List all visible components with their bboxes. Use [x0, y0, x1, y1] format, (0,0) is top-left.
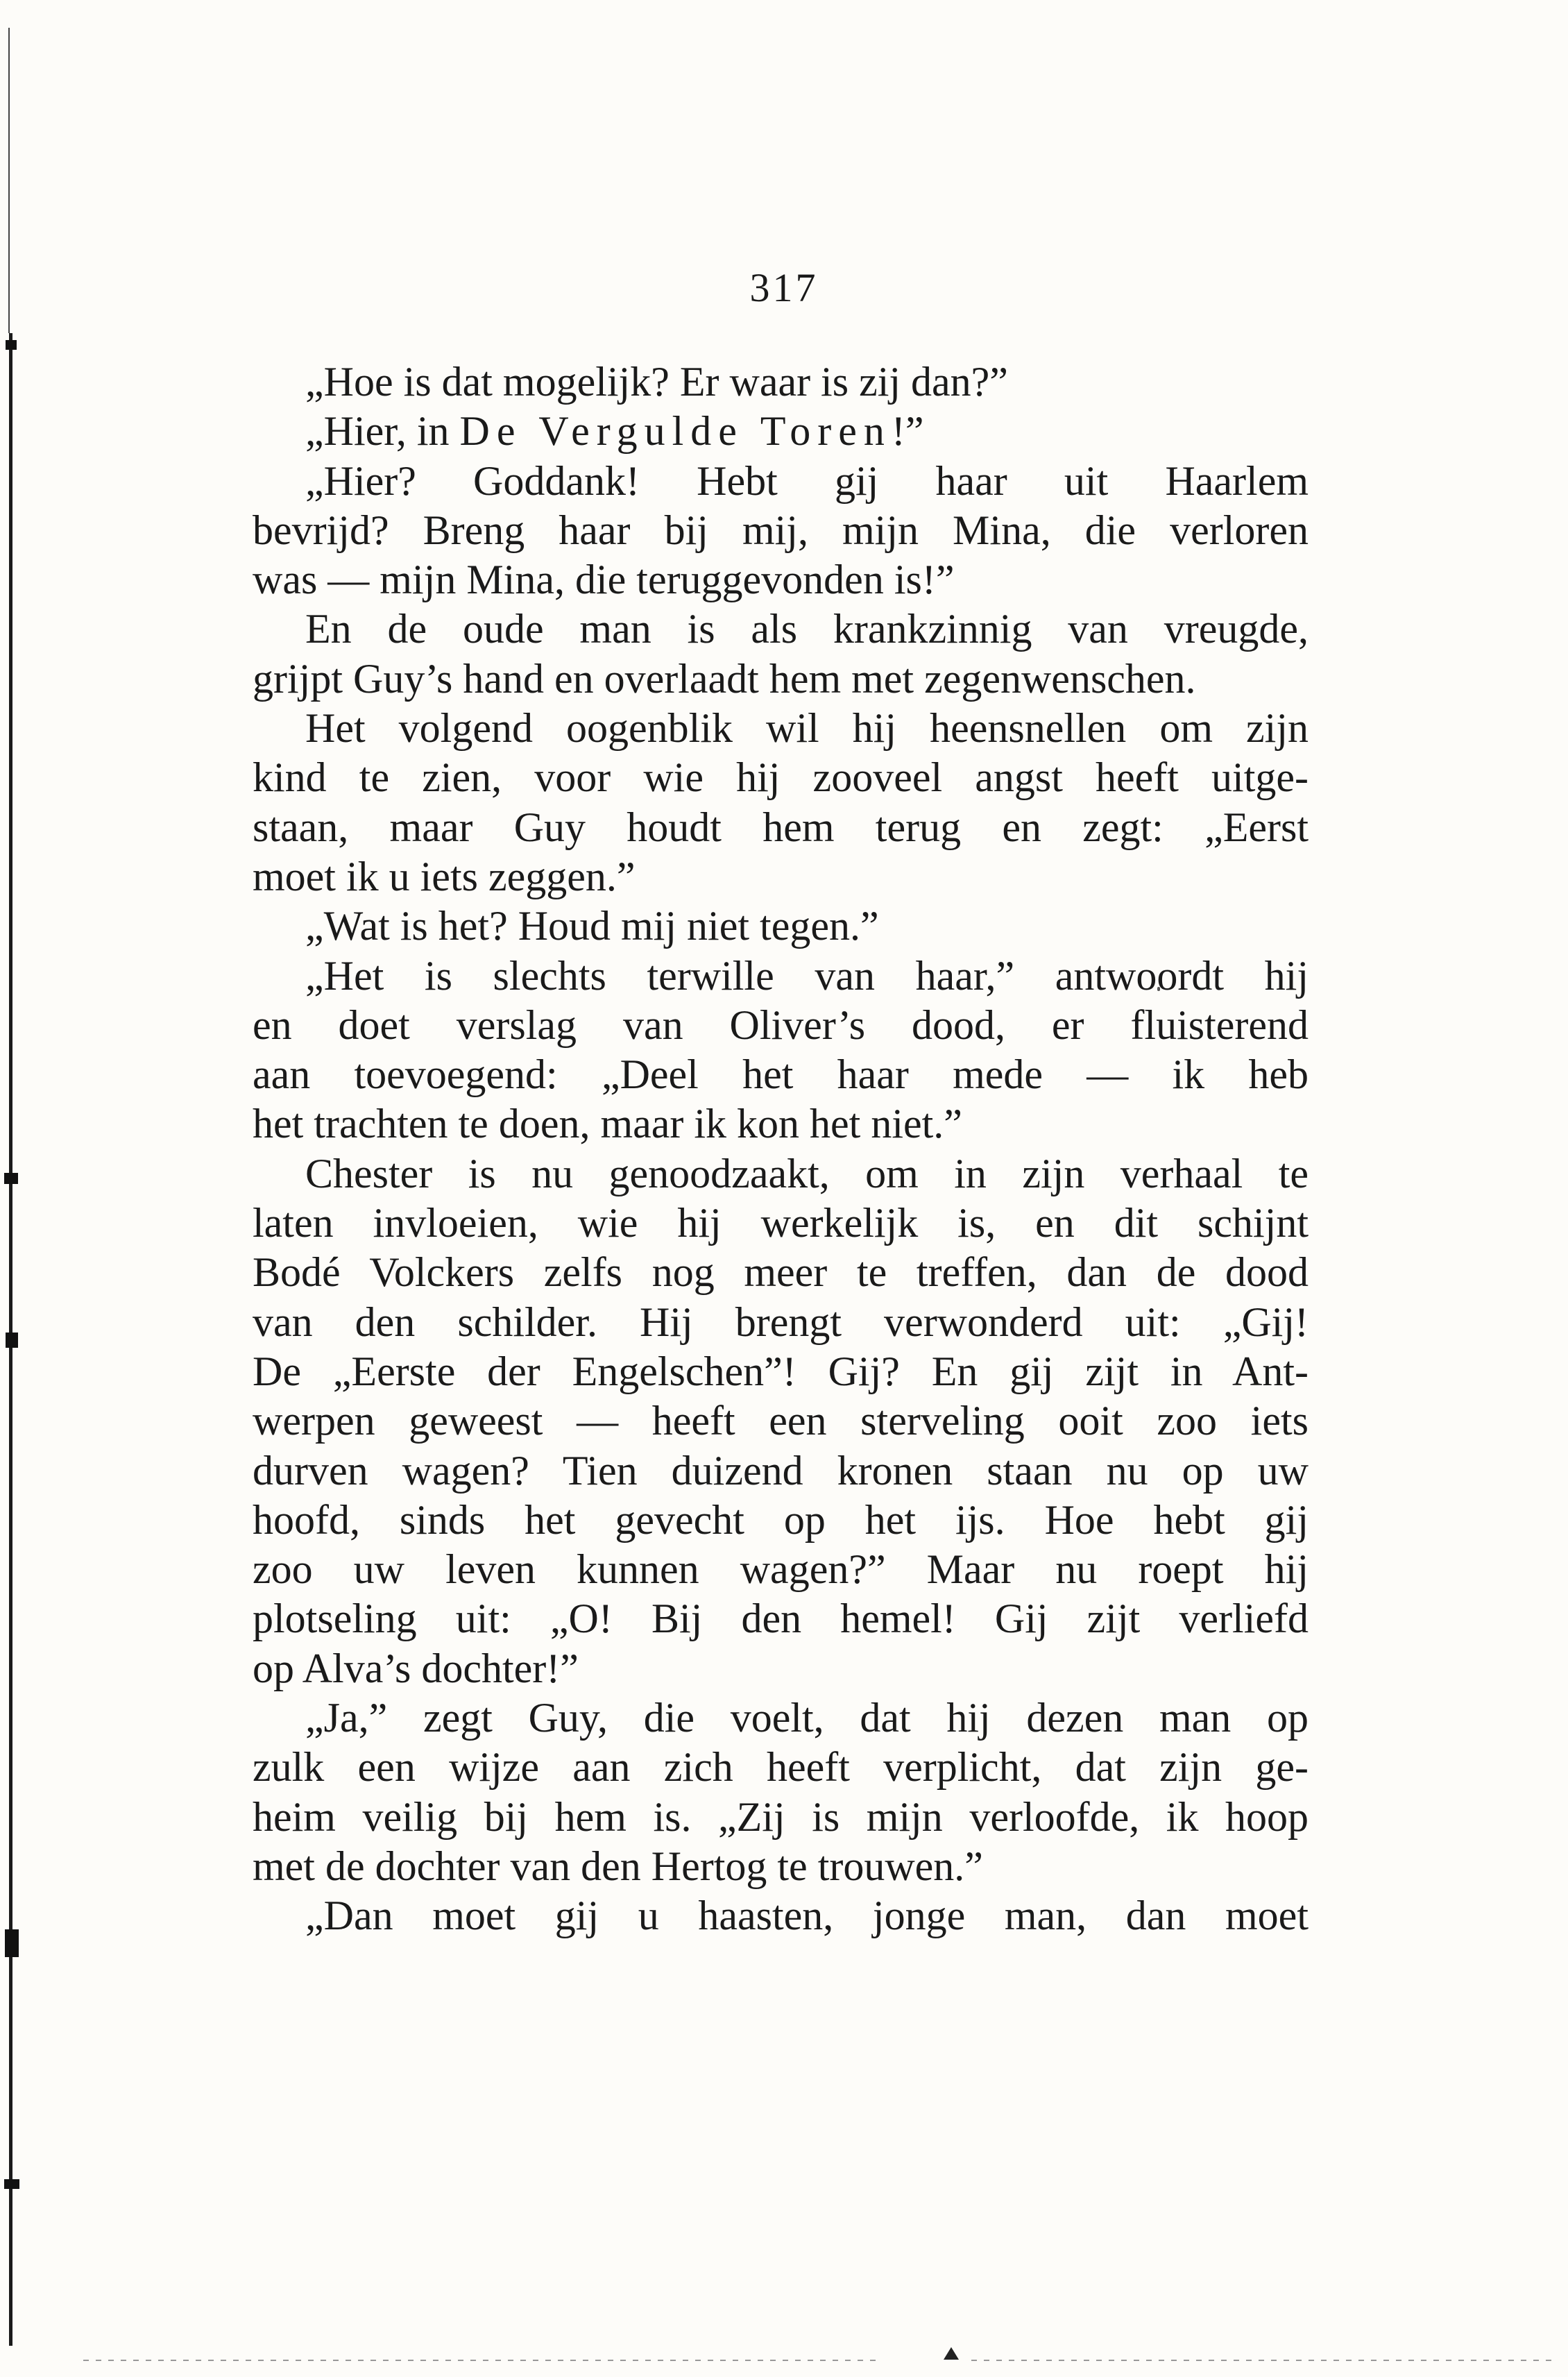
text-line: werpen geweest — heeft een sterveling ooit zoo iets: [253, 1398, 1309, 1444]
text-line: laten invloeien, wie hij werkelijk is, en dit schijnt: [253, 1200, 1309, 1246]
text-line: met de dochter van den Hertog te trouwen.”: [253, 1843, 983, 1889]
text-line: bevrijd? Breng haar bij mij, mijn Mina, die verloren: [253, 507, 1309, 553]
binding-mark: [6, 1333, 18, 1348]
text-line: Chester is nu genoodzaakt, om in zijn verhaal te: [305, 1150, 1309, 1196]
text-line: het trachten te doen, maar ik kon het niet.”: [253, 1101, 962, 1147]
text-line: van den schilder. Hij brengt verwonderd uit: „Gij!: [253, 1299, 1309, 1345]
text-line: „Het is slechts terwille van haar,” antwoordt hij: [305, 952, 1309, 999]
text-line: durven wagen? Tien duizend kronen staan nu op uw: [253, 1447, 1309, 1494]
text-line: kind te zien, voor wie hij zooveel angst heeft uitge-: [253, 754, 1309, 801]
text-line: „Hoe is dat mogelijk? Er waar is zij dan?”: [305, 359, 1008, 405]
text-line: heim veilig bij hem is. „Zij is mijn verloofde, ik hoop: [253, 1793, 1309, 1840]
text-line: „Wat is het? Houd mij niet tegen.”: [305, 903, 879, 949]
text-line: hoofd, sinds het gevecht op het ijs. Hoe hebt gij: [253, 1496, 1309, 1543]
text-line: aan toevoegend: „Deel het haar mede — ik heb: [253, 1051, 1309, 1098]
bottom-edge-mark: [944, 2347, 959, 2360]
text-line: zoo uw leven kunnen wagen?” Maar nu roept hij: [253, 1546, 1309, 1593]
binding-mark: [4, 2179, 19, 2189]
text-line: grijpt Guy’s hand en overlaadt hem met zegenwenschen.: [253, 655, 1196, 702]
spaced-title: De Vergulde Toren: [459, 408, 892, 455]
text-line: plotseling uit: „O! Bij den hemel! Gij zijt verliefd: [253, 1596, 1309, 1642]
text-line: De „Eerste der Engelschen”! Gij? En gij zijt in Ant-: [253, 1348, 1309, 1394]
text-line: was — mijn Mina, die teruggevonden is!”: [253, 557, 955, 603]
text-line: „Ja,” zegt Guy, die voelt, dat hij dezen man op: [305, 1695, 1309, 1741]
binding-mark: [6, 340, 17, 350]
text-line: „Hier, in De Vergulde Toren!”: [305, 408, 924, 455]
page-number: 317: [749, 265, 819, 310]
binding-mark: [5, 1929, 19, 1957]
text-line: „Dan moet gij u haasten, jonge man, dan moet: [305, 1893, 1309, 1939]
text-line: En de oude man is als krankzinnig van vreugde,: [305, 606, 1309, 652]
text-line: zulk een wijze aan zich heeft verplicht, dat zijn ge-: [253, 1744, 1309, 1791]
body-text: [253, 357, 1309, 1941]
bottom-edge-dash: [83, 2360, 881, 2361]
text-line: staan, maar Guy houdt hem terug en zegt: „Eerst: [253, 804, 1309, 850]
bottom-edge-dash: [971, 2360, 1554, 2361]
text-line: „Hier? Goddank! Hebt gij haar uit Haarlem: [305, 457, 1309, 504]
binding-mark: [4, 1173, 18, 1184]
text-line: Bodé Volckers zelfs nog meer te treffen, dan de dood: [253, 1249, 1309, 1296]
text-line: Het volgend oogenblik wil hij heensnellen om zijn: [305, 705, 1309, 752]
text-line: en doet verslag van Oliver’s dood, er fluisterend: [253, 1001, 1309, 1048]
text-line: moet ik u iets zeggen.”: [253, 853, 636, 899]
text-line: op Alva’s dochter!”: [253, 1645, 579, 1691]
